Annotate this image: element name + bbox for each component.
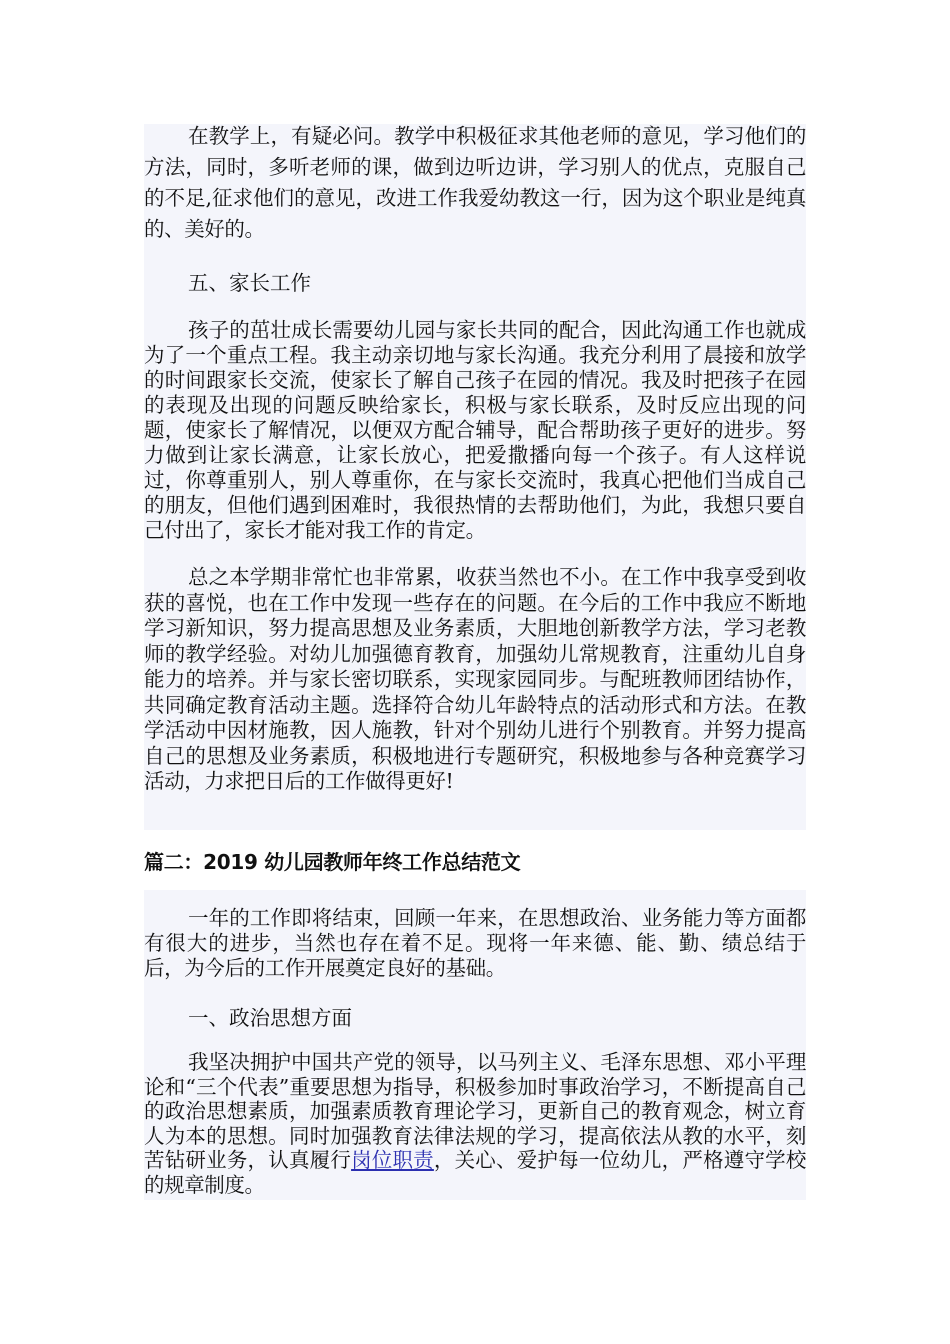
paragraph-parent-communication xyxy=(144,318,806,543)
heading-political-thought xyxy=(144,1004,806,1032)
paragraph-year-review xyxy=(144,906,806,981)
heading-parent-work xyxy=(144,269,806,297)
heading-text: 五、家长工作 xyxy=(188,271,311,295)
section-title: 篇二：2019 幼儿园教师年终工作总结范文 xyxy=(144,850,521,874)
paragraph-political xyxy=(144,1050,806,1197)
paragraph-teaching xyxy=(144,121,806,245)
paragraph-text: 一年的工作即将结束，回顾一年来，在思想政治、业务能力等方面都有很大的进步，当然也存在着不足。现将一年来德、能、勤、绩总结于后，为今后的工作开展奠定良好的基础。 xyxy=(144,906,806,980)
paragraph-text xyxy=(144,1050,806,1197)
paragraph-text: 在教学上，有疑必问。教学中积极征求其他老师的意见，学习他们的方法，同时，多听老师的课，做到边听边讲，学习别人的优点，克服自己的不足,征求他们的意见，改进工作我爱幼教这一行，因为这个职业是纯真的、美好的。 xyxy=(144,124,806,241)
paragraph-text: 孩子的茁壮成长需要幼儿园与家长共同的配合，因此沟通工作也就成为了一个重点工程。我主动亲切地与家长沟通。我充分利用了晨接和放学的时间跟家长交流，使家长了解自己孩子在园的情况。我及时把孩子在园的表现及出现的问题反映给家长，积极与家长联系，及时反应出现的问题，使家长了解情况，以便双方配合辅导，配合帮助孩子更好的进步。努力做到让家长满意，让家长放心，把爱撒播向每一个孩子。有人这样说过，你尊重别人，别人尊重你，在与家长交流时，我真心把他们当成自己的朋友，但他们遇到困难时，我很热情的去帮助他们，为此，我想只要自己付出了，家长才能对我工作的肯定。 xyxy=(144,318,806,542)
paragraph-summary xyxy=(144,565,806,795)
paragraph-text-part: ，关心、爱护每一位幼儿，严格遵守学校的规章制度。 xyxy=(144,1148,806,1197)
heading-text: 一、政治思想方面 xyxy=(188,1006,352,1030)
paragraph-text-part: 我坚决拥护中国共产党的领导，以马列主义、毛泽东思想、邓小平理论和“三个代表”重要思想为指导，积极参加时事政治学习，不断提高自己的政治思想素质，加强素质教育理论学习，更新自己的教育观念，树立育人为本的思想。同时加强教育法律法规的学习，提高依法从教的水平，刻苦钻研业务，认真履行 xyxy=(144,1050,806,1172)
paragraph-text: 总之本学期非常忙也非常累，收获当然也不小。在工作中我享受到收获的喜悦，也在工作中发现一些存在的问题。在今后的工作中我应不断地学习新知识，努力提高思想及业务素质，大胆地创新教学方法，学习老教师的教学经验。对幼儿加强德育教育，加强幼儿常规教育，注重幼儿自身能力的培养。并与家长密切联系，实现家园同步。与配班教师团结协作，共同确定教育活动主题。选择符合幼儿年龄特点的活动形式和方法。在教学活动中因材施教，因人施教，针对个别幼儿进行个别教育。并努力提高自己的思想及业务素质，积极地进行专题研究，积极地参与各种竞赛学习活动，力求把日后的工作做得更好! xyxy=(144,565,806,793)
job-duties-link[interactable]: 岗位职责 xyxy=(351,1148,434,1172)
